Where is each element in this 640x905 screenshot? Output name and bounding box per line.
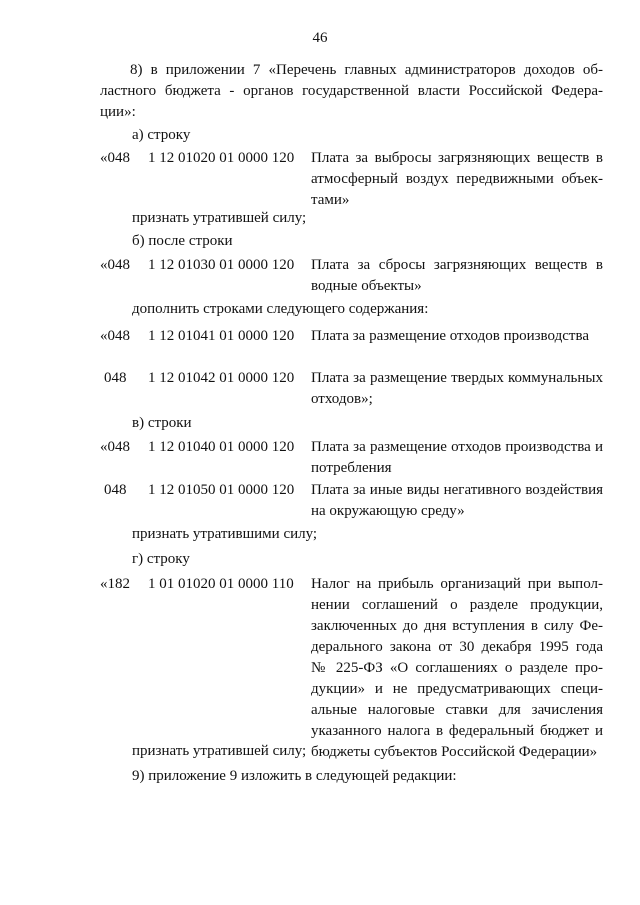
label-recognize-invalid: признать утратившей силу; bbox=[132, 210, 307, 226]
kbk-code: 1 12 01042 01 0000 120 bbox=[148, 370, 295, 386]
admin-code: «182 bbox=[100, 576, 130, 592]
admin-code: 048 bbox=[104, 482, 127, 498]
admin-code: «048 bbox=[100, 439, 130, 455]
kbk-code: 1 12 01020 01 0000 120 bbox=[148, 150, 295, 166]
label-a: а) строку bbox=[132, 127, 191, 143]
revenue-name-line: заключенных до дня вступления в силу Фе- bbox=[311, 618, 603, 634]
label-recognize-invalid-2: признать утратившей силу; bbox=[132, 743, 307, 759]
label-recognize-invalid-plural: признать утратившими силу; bbox=[132, 526, 318, 542]
kbk-code: 1 01 01020 01 0000 110 bbox=[148, 576, 294, 592]
label-add-rows: дополнить строками следующего содержания: bbox=[132, 301, 429, 317]
revenue-name-line: Плата за размещение отходов производства bbox=[311, 328, 589, 344]
revenue-name-line: альные налоговые ставки для зачисления bbox=[311, 702, 603, 718]
revenue-name-line: бюджеты субъектов Российской Федерации» bbox=[311, 744, 598, 760]
label-b: б) после строки bbox=[132, 233, 233, 249]
intro-line-2: ластного бюджета - органов государственной власти Российской Федера- bbox=[100, 83, 603, 99]
admin-code: «048 bbox=[100, 257, 130, 273]
revenue-name bbox=[311, 326, 603, 347]
revenue-name-line: на окружающую среду» bbox=[311, 503, 465, 519]
label-g: г) строку bbox=[132, 551, 190, 567]
revenue-name bbox=[311, 368, 603, 410]
intro-line-3: ции»: bbox=[100, 104, 136, 120]
admin-code: «048 bbox=[100, 150, 130, 166]
revenue-name-line: Плата за размещение отходов производства и bbox=[311, 439, 603, 455]
revenue-name-line: потребления bbox=[311, 460, 392, 476]
intro-line-1: 8) в приложении 7 «Перечень главных администраторов доходов об- bbox=[130, 62, 603, 78]
revenue-name-line: дукции» и не предусматривающих специ- bbox=[311, 681, 603, 697]
revenue-name bbox=[311, 437, 603, 479]
kbk-code: 1 12 01040 01 0000 120 bbox=[148, 439, 295, 455]
revenue-name bbox=[311, 574, 603, 763]
admin-code: 048 bbox=[104, 370, 127, 386]
revenue-name-line: Плата за размещение твердых коммунальных bbox=[311, 370, 603, 386]
revenue-name bbox=[311, 480, 603, 522]
revenue-name-line: отходов»; bbox=[311, 391, 373, 407]
revenue-name bbox=[311, 148, 603, 211]
revenue-name-line: Плата за сбросы загрязняющих веществ в bbox=[311, 257, 603, 273]
revenue-name-line: тами» bbox=[311, 192, 350, 208]
revenue-name-line: дерального закона от 30 декабря 1995 года bbox=[311, 639, 603, 655]
label-item-9: 9) приложение 9 изложить в следующей редакции: bbox=[132, 768, 457, 784]
revenue-name-line: № 225-ФЗ «О соглашениях о разделе про- bbox=[311, 660, 603, 676]
kbk-code: 1 12 01041 01 0000 120 bbox=[148, 328, 295, 344]
revenue-name-line: атмосферный воздух передвижными объек- bbox=[311, 171, 603, 187]
revenue-name-line: указанного налога в федеральный бюджет и bbox=[311, 723, 603, 739]
revenue-name-line: Плата за иные виды негативного воздействия bbox=[311, 482, 603, 498]
revenue-name-line: Налог на прибыль организаций при выпол- bbox=[311, 576, 603, 592]
revenue-name-line: водные объекты» bbox=[311, 278, 422, 294]
revenue-name-line: нении соглашений о разделе продукции, bbox=[311, 597, 603, 613]
kbk-code: 1 12 01050 01 0000 120 bbox=[148, 482, 295, 498]
admin-code: «048 bbox=[100, 328, 130, 344]
revenue-name-line: Плата за выбросы загрязняющих веществ в bbox=[311, 150, 603, 166]
kbk-code: 1 12 01030 01 0000 120 bbox=[148, 257, 295, 273]
page-number: 46 bbox=[312, 30, 328, 46]
revenue-name bbox=[311, 255, 603, 297]
label-v: в) строки bbox=[132, 415, 192, 431]
